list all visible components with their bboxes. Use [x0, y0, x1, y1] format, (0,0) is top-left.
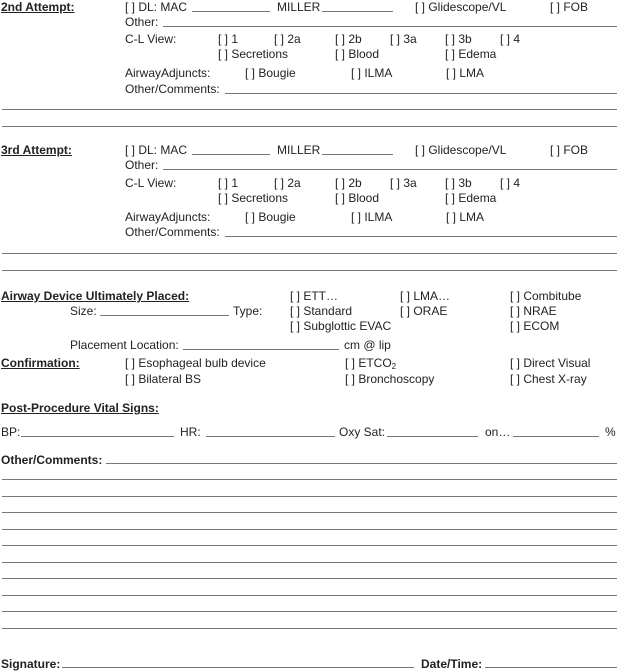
comments-line[interactable]: [2, 126, 617, 127]
adjuncts-label: AirwayAdjuncts:: [125, 66, 211, 80]
chest-xray-checkbox[interactable]: [ ] Chest X-ray: [510, 372, 587, 386]
comments-line[interactable]: [2, 562, 617, 563]
hr-label: HR:: [180, 425, 201, 439]
oxy-sat-field[interactable]: [387, 436, 478, 437]
other-comments-label: Other/Comments:: [1, 453, 103, 467]
miller-blade-field[interactable]: [322, 11, 393, 12]
comments-line[interactable]: [2, 479, 617, 480]
bp-label: BP:: [1, 425, 21, 439]
ett-checkbox[interactable]: [ ] ETT…: [290, 289, 338, 303]
dl-mac-checkbox[interactable]: [ ] DL: MAC: [125, 0, 188, 14]
ilma-checkbox[interactable]: [ ] ILMA: [351, 66, 393, 80]
etco2-label: [ ] ETCO: [345, 356, 392, 370]
confirmation-heading: Confirmation:: [1, 356, 80, 370]
on-label: on…: [485, 425, 511, 439]
mac-blade-field[interactable]: [192, 154, 270, 155]
type-label: Type:: [233, 304, 263, 318]
comments-line[interactable]: [2, 578, 617, 579]
comments-line[interactable]: [2, 628, 617, 629]
blood-checkbox[interactable]: [ ] Blood: [335, 47, 380, 61]
miller-label: MILLER: [277, 143, 321, 157]
esophageal-bulb-checkbox[interactable]: [ ] Esophageal bulb device: [125, 356, 266, 370]
comments-line[interactable]: [2, 545, 617, 546]
cl-option-3b[interactable]: [ ] 3b: [445, 32, 472, 46]
other-field[interactable]: [163, 169, 617, 170]
placement-unit: cm @ lip: [344, 338, 391, 352]
datetime-label: Date/Time:: [421, 657, 483, 671]
fob-checkbox[interactable]: [ ] FOB: [550, 143, 589, 157]
comments-field[interactable]: [106, 463, 617, 464]
cl-option-2a[interactable]: [ ] 2a: [274, 32, 301, 46]
edema-checkbox[interactable]: [ ] Edema: [445, 47, 497, 61]
oxy-sat-label: Oxy Sat:: [339, 425, 386, 439]
miller-label: MILLER: [277, 0, 321, 14]
attempt-3-heading: 3rd Attempt:: [1, 143, 72, 157]
miller-blade-field[interactable]: [322, 154, 393, 155]
cl-view-label: C-L View:: [125, 32, 177, 46]
size-label: Size:: [70, 304, 97, 318]
cl-option-4[interactable]: [ ] 4: [500, 32, 521, 46]
ilma-checkbox[interactable]: [ ] ILMA: [351, 210, 393, 224]
comments-label: Other/Comments:: [125, 225, 220, 239]
placement-label: Placement Location:: [70, 338, 179, 352]
device-heading: Airway Device Ultimately Placed:: [1, 289, 190, 303]
comments-line[interactable]: [2, 595, 617, 596]
percent-label: %: [605, 425, 616, 439]
bougie-checkbox[interactable]: [ ] Bougie: [245, 210, 296, 224]
other-label: Other:: [125, 15, 159, 29]
lma-device-checkbox[interactable]: [ ] LMA…: [400, 289, 451, 303]
fob-checkbox[interactable]: [ ] FOB: [550, 0, 589, 14]
comments-line[interactable]: [2, 109, 617, 110]
bronchoscopy-checkbox[interactable]: [ ] Bronchoscopy: [345, 372, 435, 386]
etco2-subscript: 2: [391, 362, 397, 371]
comments-line[interactable]: [2, 496, 617, 497]
hr-field[interactable]: [206, 436, 335, 437]
cl-option-4[interactable]: [ ] 4: [500, 176, 521, 190]
vitals-heading: Post-Procedure Vital Signs:: [1, 401, 159, 415]
bp-field[interactable]: [21, 436, 174, 437]
subglottic-evac-checkbox[interactable]: [ ] Subglottic EVAC: [290, 319, 392, 333]
placement-field[interactable]: [183, 349, 339, 350]
cl-view-label: C-L View:: [125, 176, 177, 190]
combitube-checkbox[interactable]: [ ] Combitube: [510, 289, 582, 303]
lma-checkbox[interactable]: [ ] LMA: [446, 210, 485, 224]
lma-checkbox[interactable]: [ ] LMA: [446, 66, 485, 80]
signature-field[interactable]: [62, 667, 414, 668]
standard-checkbox[interactable]: [ ] Standard: [290, 304, 353, 318]
ecom-checkbox[interactable]: [ ] ECOM: [510, 319, 560, 333]
comments-field[interactable]: [225, 236, 617, 237]
secretions-checkbox[interactable]: [ ] Secretions: [218, 191, 289, 205]
blood-checkbox[interactable]: [ ] Blood: [335, 191, 380, 205]
dl-mac-checkbox[interactable]: [ ] DL: MAC: [125, 143, 188, 157]
comments-line[interactable]: [2, 512, 617, 513]
cl-option-2a[interactable]: [ ] 2a: [274, 176, 301, 190]
datetime-field[interactable]: [485, 667, 617, 668]
comments-label: Other/Comments:: [125, 82, 220, 96]
attempt-2-heading: 2nd Attempt:: [1, 0, 75, 14]
comments-field[interactable]: [225, 93, 617, 94]
signature-label: Signature:: [1, 657, 61, 671]
other-label: Other:: [125, 158, 159, 172]
etco2-checkbox[interactable]: [345, 356, 396, 370]
glidescope-checkbox[interactable]: [ ] Glidescope/VL: [415, 143, 507, 157]
orae-checkbox[interactable]: [ ] ORAE: [400, 304, 448, 318]
cl-option-2b[interactable]: [ ] 2b: [335, 32, 362, 46]
comments-line[interactable]: [2, 611, 617, 612]
bilateral-bs-checkbox[interactable]: [ ] Bilateral BS: [125, 372, 202, 386]
cl-option-3a[interactable]: [ ] 3a: [390, 176, 417, 190]
oxygen-source-field[interactable]: [513, 436, 599, 437]
edema-checkbox[interactable]: [ ] Edema: [445, 191, 497, 205]
nrae-checkbox[interactable]: [ ] NRAE: [510, 304, 557, 318]
cl-option-1[interactable]: [ ] 1: [218, 176, 239, 190]
cl-option-2b[interactable]: [ ] 2b: [335, 176, 362, 190]
cl-option-3a[interactable]: [ ] 3a: [390, 32, 417, 46]
cl-option-3b[interactable]: [ ] 3b: [445, 176, 472, 190]
direct-visual-checkbox[interactable]: [ ] Direct Visual: [510, 356, 591, 370]
cl-option-1[interactable]: [ ] 1: [218, 32, 239, 46]
comments-line[interactable]: [2, 253, 617, 254]
adjuncts-label: AirwayAdjuncts:: [125, 210, 211, 224]
other-field[interactable]: [163, 26, 617, 27]
mac-blade-field[interactable]: [192, 11, 270, 12]
comments-line[interactable]: [2, 270, 617, 271]
secretions-checkbox[interactable]: [ ] Secretions: [218, 47, 289, 61]
glidescope-checkbox[interactable]: [ ] Glidescope/VL: [415, 0, 507, 14]
bougie-checkbox[interactable]: [ ] Bougie: [245, 66, 296, 80]
comments-line[interactable]: [2, 529, 617, 530]
size-field[interactable]: [100, 315, 229, 316]
